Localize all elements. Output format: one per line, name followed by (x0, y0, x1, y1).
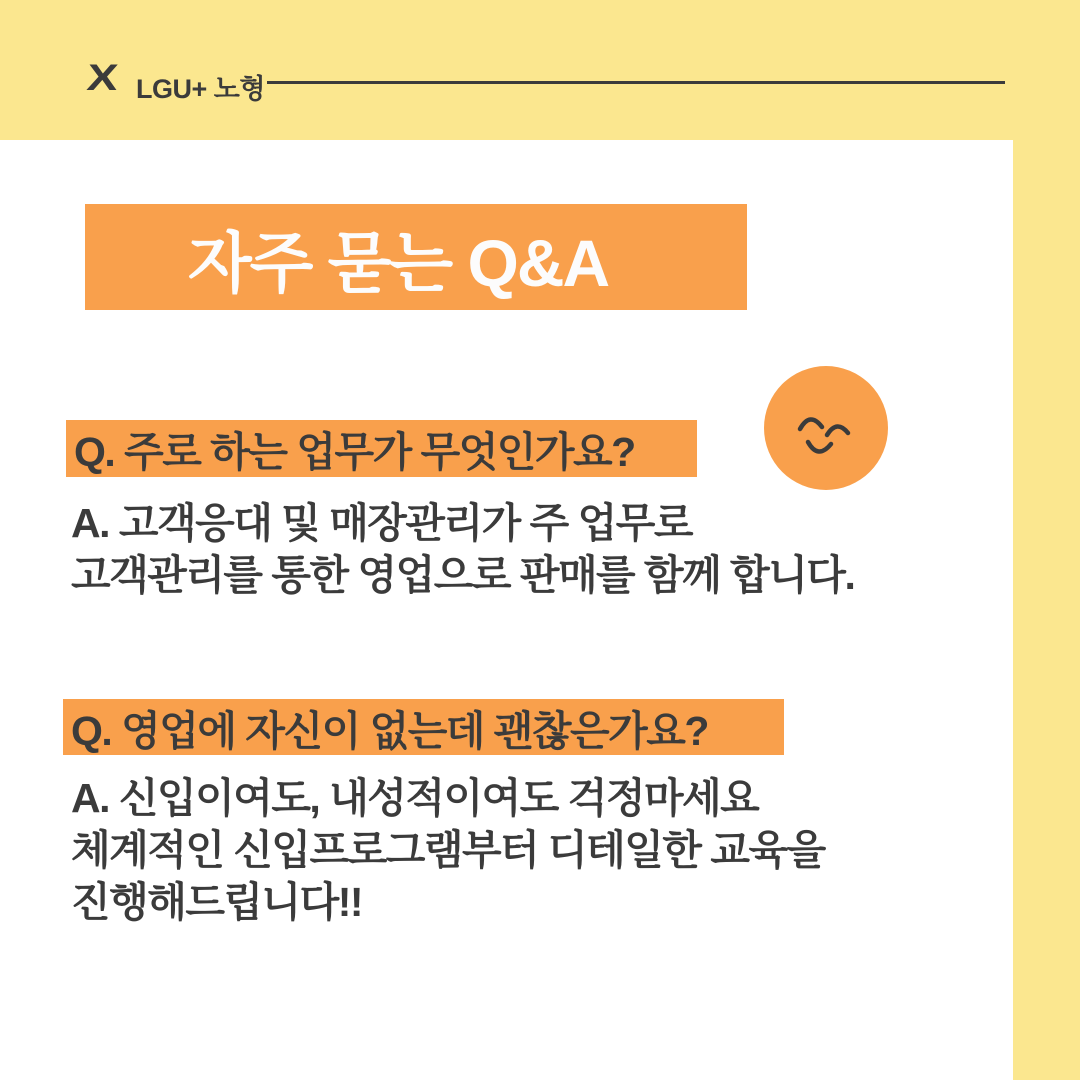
smiley-face-icon (763, 366, 889, 492)
brand-x-logo-icon: X (85, 57, 120, 98)
answer-1-line-1: A. 고객응대 및 매장관리가 주 업무로 (71, 500, 692, 546)
title-banner (85, 204, 747, 310)
answer-2-line-2: 체계적인 신입프로그램부터 디테일한 교육을 (71, 827, 825, 873)
answer-1 (71, 497, 854, 601)
question-2-text: Q. 영업에 자신이 없는데 괜찮은가요? (71, 707, 708, 754)
header (0, 0, 1080, 140)
question-1-text: Q. 주로 하는 업무가 무엇인가요? (74, 429, 635, 475)
answer-1-line-2: 고객관리를 통한 영업으로 판매를 함께 합니다. (71, 552, 855, 598)
header-divider-line (267, 81, 1005, 84)
smiley-circle (764, 366, 888, 490)
answer-2-line-3: 진행해드립니다!! (71, 879, 363, 925)
answer-2-line-1: A. 신입이여도, 내성적이여도 걱정마세요 (71, 775, 759, 821)
brand-name: LGU+ 노형 (136, 74, 265, 104)
question-2-highlight (63, 699, 784, 755)
answer-2 (71, 772, 825, 928)
question-1-highlight (66, 420, 697, 477)
page-title: 자주 묻는 Q&A (187, 225, 609, 300)
